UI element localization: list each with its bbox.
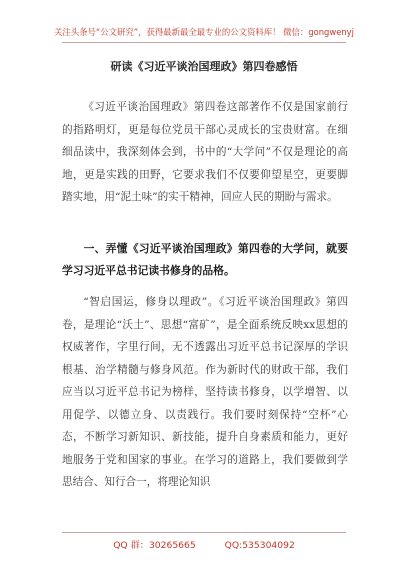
section-heading-1: 一、弄懂《习近平谈治国理政》第四卷的大学问，就要学习习近平总书记读书修身的品格。	[62, 242, 348, 277]
paragraph-section-1: “智启国运，修身以理政”。《习近平谈治国理政》第四卷，是理论“沃土”、思想“富矿”，是全面系统反映xx思想的权威著作，字里行间，无不透露出习近平总书记深厚的学识根基、治学精髓与修身风范。作为新时代的财政干部，我们应当以习近平总书记为榜样，坚持读书修身，以学增智、以用促学、以德立身、以责践行。我们要时刻保持“空杯”心态，不断学习新知识、新技能，提升自身素质和能力，更好地服务于党和国家的事业。在学习的道路上，我们要做到学思结合、知行合一，将理论知识	[62, 296, 348, 488]
footer-contact	[0, 537, 408, 551]
footer-divider	[62, 532, 346, 533]
paragraph-intro: 《习近平谈治国理政》第四卷这部著作不仅是国家前行的指路明灯，更是每位党员干部心灵成长的宝贵财富。在细细品读中，我深刻体会到，书中的“大学问”不仅是理论的高地，更是实践的田野，它要求我们不仅要仰望星空，更要脚踏实地，用“泥土味”的实干精神，回应人民的期盼与需求。	[62, 101, 348, 203]
qq-number: QQ:535304092	[224, 540, 295, 551]
header-divider	[62, 42, 346, 43]
document-title: 研读《习近平谈治国理政》第四卷感悟	[110, 60, 298, 73]
qq-group-number: QQ 群：30265665	[113, 540, 196, 551]
promo-banner: 关注头条号“公文研究”，获得最新最全最专业的公文资料库！ 微信：gongwenyj	[54, 27, 354, 37]
